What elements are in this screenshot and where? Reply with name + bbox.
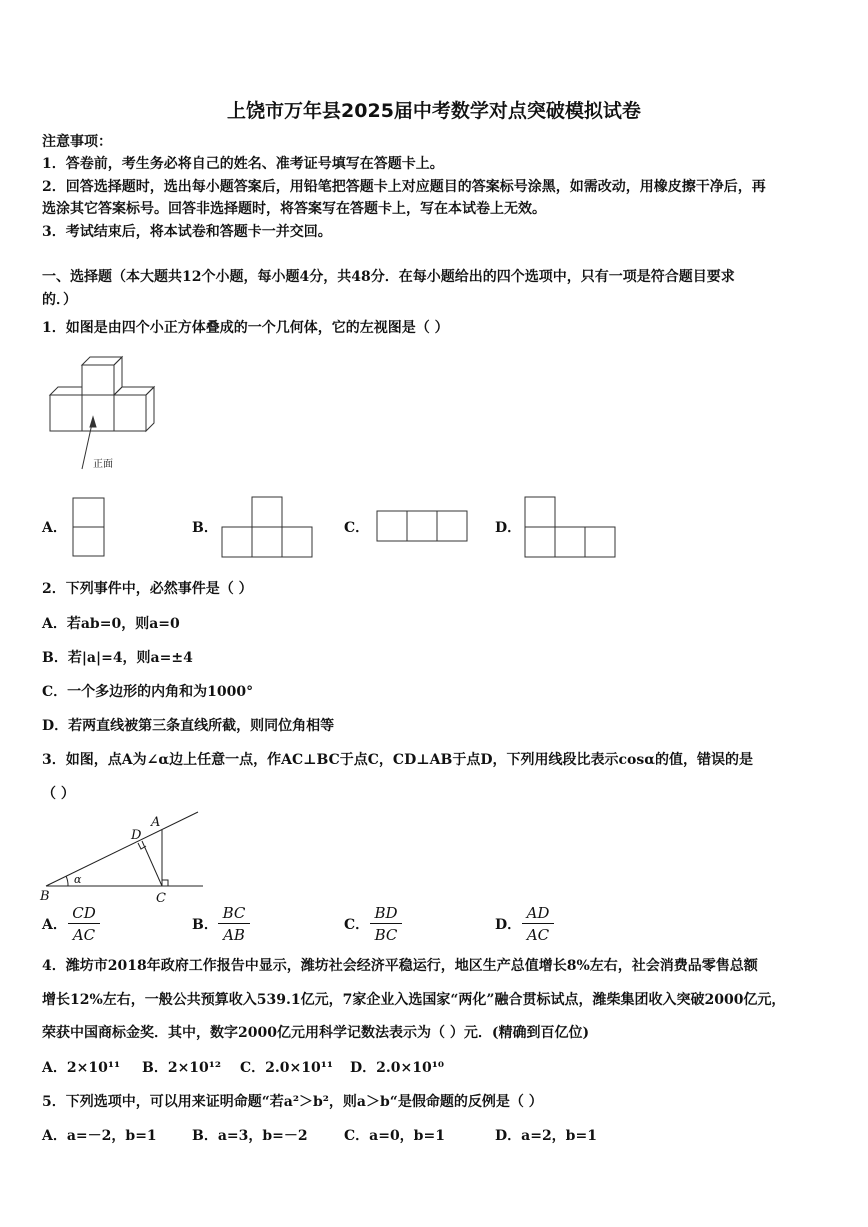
q1-option-a-figure <box>72 497 106 559</box>
q3-label-d: D <box>131 828 142 843</box>
q2-option-c: C．一个多边形的内角和为1000° <box>42 684 254 700</box>
q3-option-a-num: CD <box>68 904 100 924</box>
q5-option-a: A．a=－2，b=1 <box>42 1128 157 1144</box>
page-title: 上饶市万年县2025届中考数学对点突破模拟试卷 <box>227 100 641 122</box>
q1-option-c-figure <box>376 510 470 544</box>
q3-option-c-den: BC <box>374 926 398 944</box>
q4-stem-3: 荣获中国商标金奖．其中，数字2000亿元用科学记数法表示为（ ）元．(精确到百亿位) <box>42 1025 590 1041</box>
q1-option-a: A． <box>42 520 67 536</box>
q1-option-c: C． <box>344 520 370 536</box>
q3-option-b-num: BC <box>218 904 250 924</box>
q3-option-b: B． <box>192 917 218 933</box>
q4-stem-1: 4．潍坊市2018年政府工作报告中显示，潍坊社会经济平稳运行，地区生产总值增长8%左右，社会消费品零售总额 <box>42 958 758 974</box>
q2-option-b: B．若|a|=4，则a=±4 <box>42 650 193 666</box>
q4-option-d: D．2.0×10¹⁰ <box>350 1060 444 1076</box>
q3-stem: 3．如图，点A为∠α边上任意一点，作AC⊥BC于点C，CD⊥AB于点D，下列用线段比表示cosα的值，错误的是 <box>42 752 754 768</box>
q1-cube-figure <box>48 355 168 475</box>
q2-option-d: D．若两直线被第三条直线所截，则同位角相等 <box>42 718 335 734</box>
q3-option-a-fraction <box>68 904 100 944</box>
q5-option-c: C．a=0，b=1 <box>344 1128 445 1144</box>
q3-option-d-fraction <box>522 904 554 944</box>
q4-option-c: C．2.0×10¹¹ <box>240 1060 333 1076</box>
notice-item-1: 1．答卷前，考生务必将自己的姓名、准考证号填写在答题卡上。 <box>42 156 444 172</box>
q3-option-a: A． <box>42 917 67 933</box>
section-heading-cont: 的．） <box>42 292 77 308</box>
q3-option-a-den: AC <box>72 926 96 944</box>
q3-label-a: A <box>151 815 161 830</box>
q4-option-a: A．2×10¹¹ <box>42 1060 121 1076</box>
q1-option-d: D． <box>495 520 522 536</box>
q1-option-d-figure <box>524 496 618 560</box>
q3-option-b-den: AB <box>223 926 245 944</box>
q5-option-b: B．a=3，b=－2 <box>192 1128 308 1144</box>
q3-option-c: C． <box>344 917 370 933</box>
q1-front-label: 正面 <box>93 459 113 470</box>
q4-option-b: B．2×10¹² <box>142 1060 222 1076</box>
q3-triangle-figure <box>38 810 208 905</box>
q3-option-d-den: AC <box>526 926 550 944</box>
q1-stem: 1．如图是由四个小正方体叠成的一个几何体，它的左视图是（ ） <box>42 320 449 336</box>
q5-stem: 5．下列选项中，可以用来证明命题“若a²＞b²，则a＞b“是假命题的反例是（ ） <box>42 1094 543 1110</box>
notice-heading: 注意事项： <box>42 134 112 150</box>
q3-stem-cont: （ ） <box>42 786 75 802</box>
section-heading: 一、选择题（本大题共12个小题，每小题4分，共48分．在每小题给出的四个选项中，只有一项是符合题目要求 <box>42 269 735 285</box>
q3-option-c-num: BD <box>370 904 402 924</box>
q2-option-a: A．若ab=0，则a=0 <box>42 616 180 632</box>
notice-item-3: 3．考试结束后，将本试卷和答题卡一并交回。 <box>42 224 332 240</box>
q3-option-c-fraction <box>370 904 402 944</box>
q2-stem: 2．下列事件中，必然事件是（ ） <box>42 581 253 597</box>
notice-item-2: 2．回答选择题时，选出每小题答案后，用铅笔把答题卡上对应题目的答案标号涂黑，如需改动，用橡皮擦干净后，再 <box>42 179 766 195</box>
q5-option-d: D．a=2，b=1 <box>495 1128 597 1144</box>
q1-option-b: B． <box>192 520 218 536</box>
q1-option-b-figure <box>221 496 315 560</box>
q4-stem-2: 增长12%左右，一般公共预算收入539.1亿元，7家企业入选国家“两化”融合贯标试点，潍柴集团收入突破2000亿元， <box>42 992 786 1008</box>
q3-option-b-fraction <box>218 904 250 944</box>
q3-label-b: B <box>40 889 50 904</box>
q3-label-c: C <box>156 891 166 905</box>
notice-item-2-cont: 选涂其它答案标号。回答非选择题时，将答案写在答题卡上，写在本试卷上无效。 <box>42 201 546 217</box>
q3-option-d: D． <box>495 917 522 933</box>
q3-label-alpha: α <box>74 873 82 886</box>
q3-option-d-num: AD <box>522 904 554 924</box>
